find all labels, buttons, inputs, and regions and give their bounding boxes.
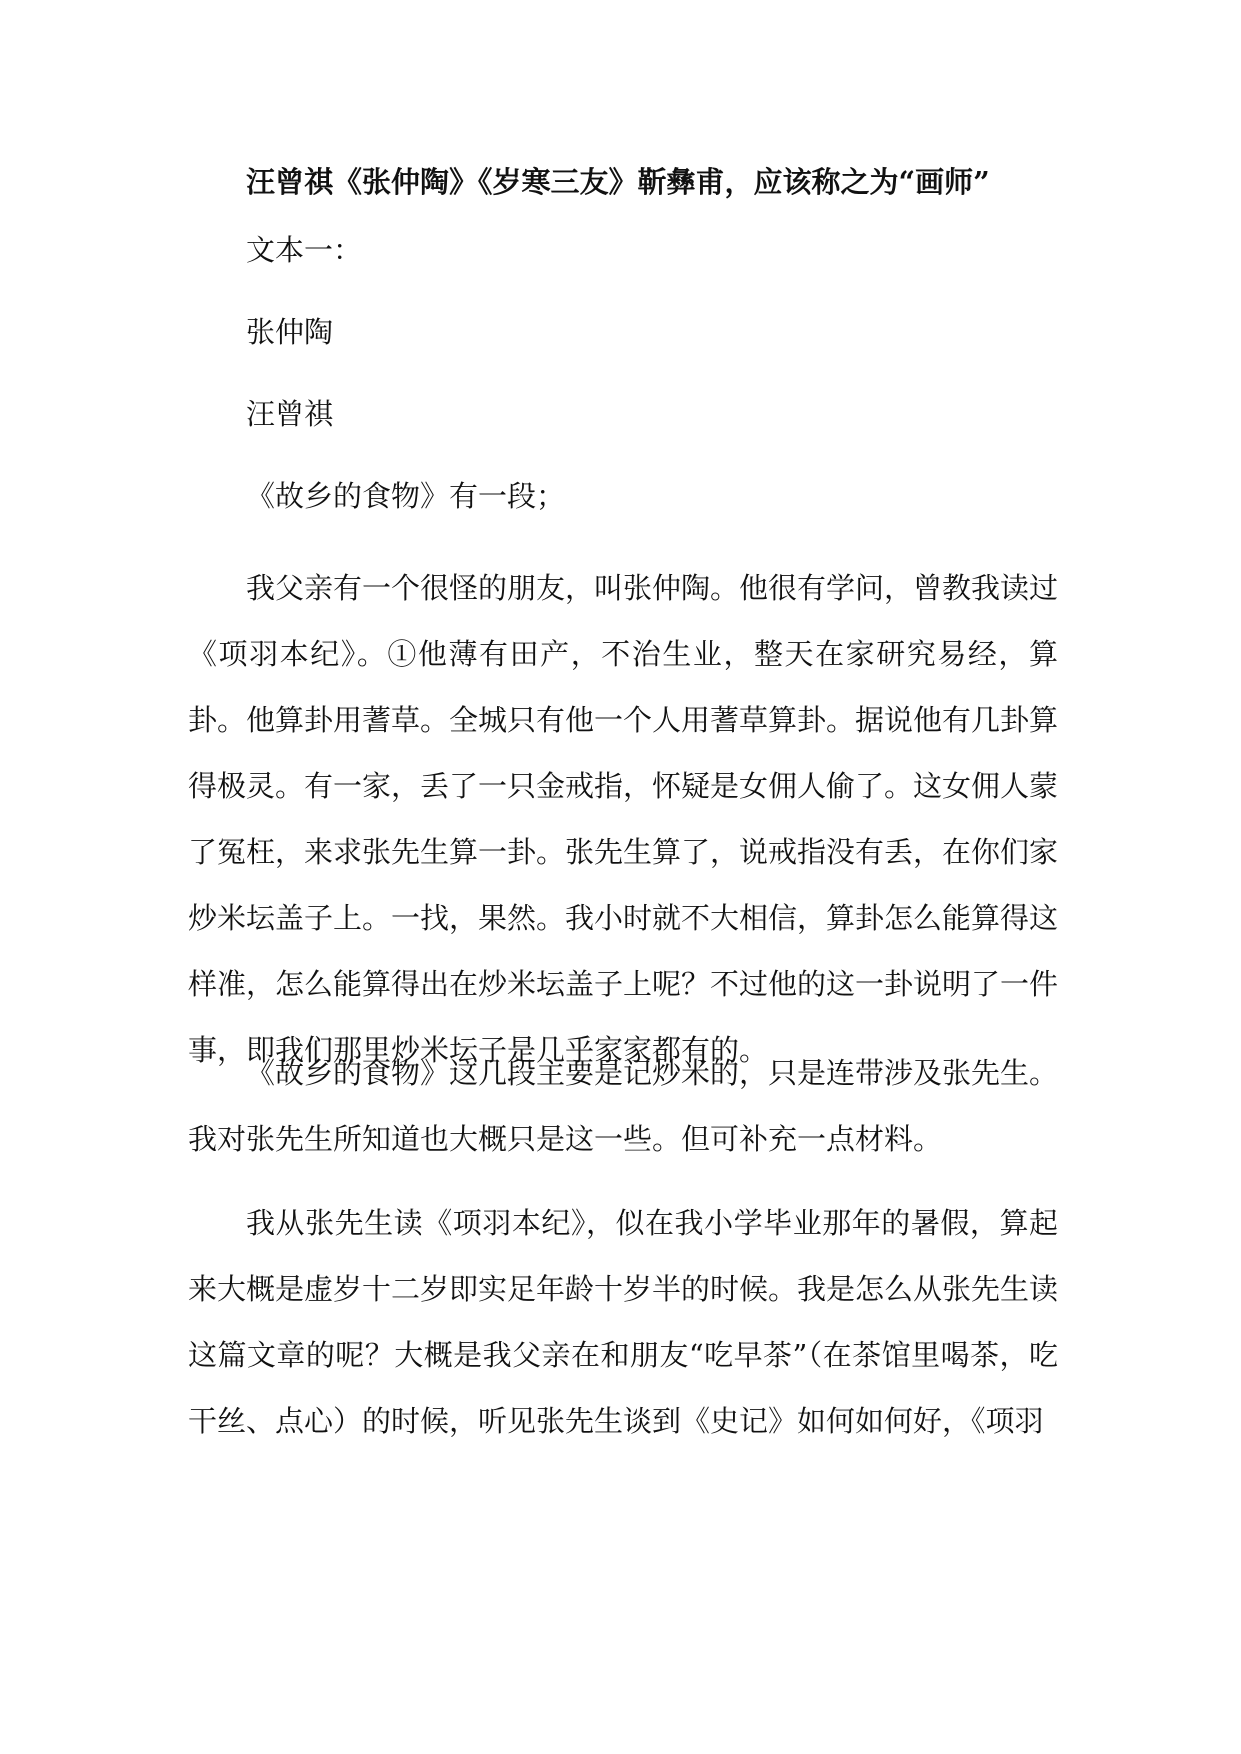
paragraph-2: 《故乡的食物》这几段主要是记炒米的，只是连带涉及张先生。我对张先生所知道也大概只是这一些。但可补充一点材料。: [188, 1056, 1059, 1156]
paragraph-3: 我从张先生读《项羽本纪》，似在我小学毕业那年的暑假，算起来大概是虚岁十二岁即实足年龄十岁半的时候。我是怎么从张先生读这篇文章的呢？大概是我父亲在和朋友“吃早茶”（在茶馆里喝茶，吃干丝、点心）的时候，听见张先生谈到《史记》如何如何好，《项羽: [188, 1206, 1059, 1438]
paragraph-1: 我父亲有一个很怪的朋友，叫张仲陶。他很有学问，曾教我读过《项羽本纪》。①他薄有田产，不治生业，整天在家研究易经，算卦。他算卦用蓍草。全城只有他一个人用蓍草算卦。据说他有几卦算得极灵。有一家，丢了一只金戒指，怀疑是女佣人偷了。这女佣人蒙了冤枉，来求张先生算一卦。张先生算了，说戒指没有丢，在你们家炒米坛盖子上。一找，果然。我小时就不大相信，算卦怎么能算得这样准，怎么能算得出在炒米坛盖子上呢？不过他的这一卦说明了一件事，即我们那里炒米坛子是几乎家家都有的。: [188, 571, 1059, 1067]
section-label: 文本一：: [246, 233, 363, 267]
document-title: 汪曾祺《张仲陶》《岁寒三友》靳彝甫，应该称之为“画师”: [246, 165, 990, 199]
author-name: 汪曾祺: [246, 397, 334, 431]
essay-title: 张仲陶: [246, 315, 334, 349]
intro-line: 《故乡的食物》有一段；: [246, 479, 566, 513]
